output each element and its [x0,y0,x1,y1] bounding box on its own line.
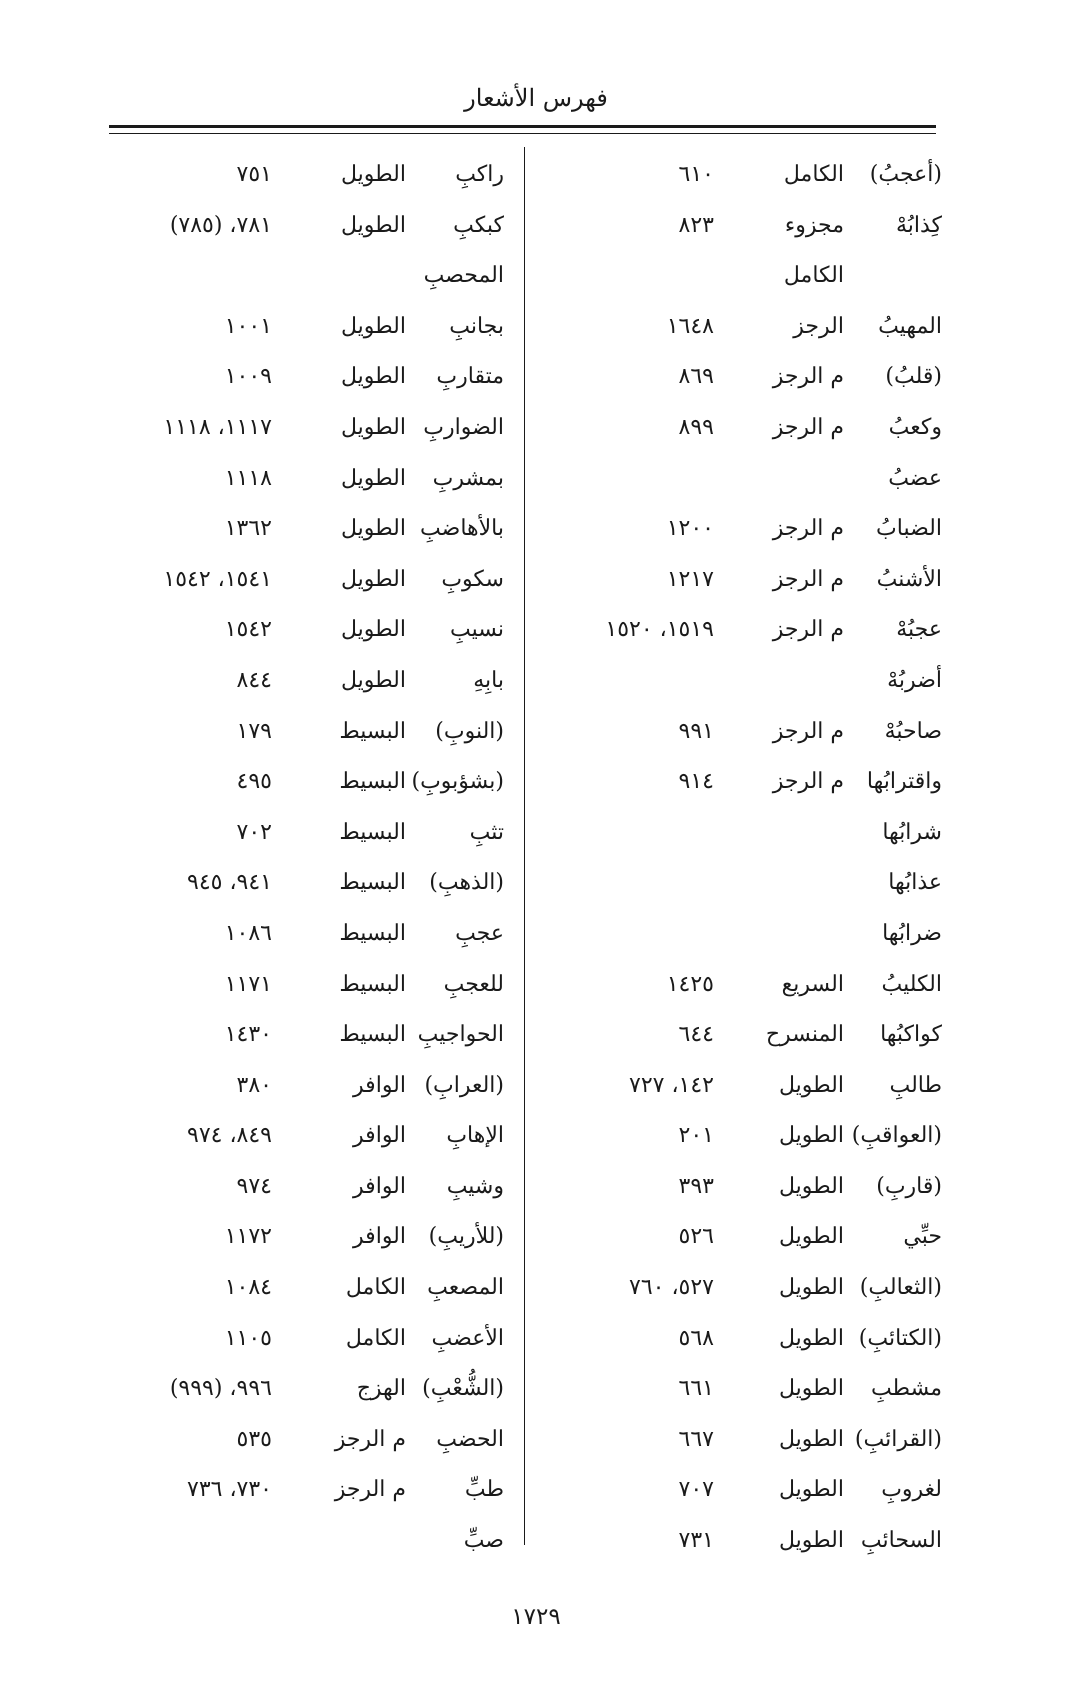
index-row [556,1010,942,1061]
rhyme-word: عذابُها [888,870,942,896]
page-refs: ٥٢٦ [678,1224,714,1250]
page-refs: ١٥٤٢ [224,617,272,643]
page-refs: ١٠٠١ [224,313,272,339]
meter-name: الطويل [778,1376,844,1402]
page-refs: ٦٦٧ [678,1426,714,1452]
meter-name: الطويل [340,617,406,643]
meter-name: م الرجز [334,1426,406,1452]
page-refs: ٥٣٥ [236,1426,272,1452]
rhyme-word: (الذهبِ) [429,870,504,896]
rhyme-word: (النوبِ) [435,718,504,744]
index-row [110,1010,504,1061]
rhyme-word: صبِّ [463,1528,504,1554]
index-row [110,757,504,808]
index-row [110,403,504,454]
page-refs: ٦٦١ [678,1376,714,1402]
meter-name: الطويل [778,1528,844,1554]
index-row [110,1516,504,1567]
meter-name: السريع [781,971,844,997]
page-refs: ١٦٤٨ [666,313,714,339]
meter-name: الطويل [340,212,406,238]
meter-name: الكامل [345,1275,406,1301]
index-row [556,504,942,555]
rhyme-word: عجبُهْ [896,617,942,643]
index-row [556,1465,942,1516]
rhyme-word: حبِّي [903,1224,942,1250]
page-refs: ٢٠١ [678,1123,714,1149]
page-refs: ٨٢٣ [678,212,714,238]
rhyme-word: للعجبِ [443,971,504,997]
page-refs: ٨٩٩ [678,414,714,440]
rhyme-word: مشطبِ [870,1376,942,1402]
index-row [110,251,504,302]
page-refs: ٥٢٧، ٧٦٠ [629,1275,714,1301]
meter-name: البسيط [339,920,406,946]
rhyme-word: كبكبِ [453,212,504,238]
meter-name: م الرجز [772,516,844,542]
rhyme-word: (قاربِ) [876,1173,942,1199]
page-refs: ١١١٨ [224,465,272,491]
rhyme-word: تثبِ [469,819,504,845]
meter-name: الوافر [353,1123,406,1149]
rhyme-word: كواكبُها [880,1022,942,1048]
index-column-left [110,150,504,1567]
rhyme-word: (أعجبُ) [869,162,942,187]
meter-name: البسيط [339,870,406,896]
index-row [556,808,942,859]
rhyme-word: وكعبُ [888,414,942,440]
index-row [110,454,504,505]
page-refs: ١٧٩ [236,718,272,744]
page-refs: ١٤٢٥ [666,971,714,997]
index-row [556,1162,942,1213]
page-refs: ٧٠٢ [236,819,272,845]
page-refs: ١١١٧، ١١١٨ [163,414,272,440]
page-refs: ٧٨١، (٧٨٥) [169,212,272,238]
page-refs: ٦٤٤ [678,1022,714,1048]
index-row [110,808,504,859]
index-row [110,352,504,403]
index-row [110,1162,504,1213]
index-row [110,1415,504,1466]
rhyme-word: الحضبِ [436,1426,504,1452]
page-refs: ١٥٤١، ١٥٤٢ [163,566,272,592]
rhyme-word: بمشربِ [432,465,504,491]
meter-name: م الرجز [772,718,844,744]
meter-name: الطويل [340,667,406,693]
rhyme-word: (قلبُ) [885,364,942,390]
rhyme-word: وشيبِ [446,1173,504,1199]
index-row [556,251,942,302]
index-row [110,605,504,656]
index-row [556,201,942,252]
rhyme-word: بابِهِ [473,667,504,693]
page-refs: ٣٩٣ [678,1173,714,1199]
rhyme-word: عجبِ [455,920,504,946]
page-refs: ١١٧١ [224,971,272,997]
meter-name: البسيط [339,819,406,845]
index-row [110,504,504,555]
meter-name: م الرجز [772,566,844,592]
page-number: ١٧٢٩ [511,1604,561,1630]
index-row [556,403,942,454]
meter-name: الطويل [778,1173,844,1199]
meter-name: البسيط [339,971,406,997]
meter-name: الطويل [778,1123,844,1149]
meter-name: الطويل [340,465,406,491]
meter-name: الطويل [778,1477,844,1503]
meter-name: الطويل [340,566,406,592]
page-refs: ٩١٤ [678,769,714,795]
rhyme-word: عضبُ [888,465,942,491]
index-row [556,757,942,808]
page-refs: ١٠٨٤ [224,1275,272,1301]
rhyme-word: كِذابُهْ [895,212,942,238]
rhyme-word: (القرائبِ) [854,1426,942,1452]
meter-name: مجزوء [784,212,844,238]
index-row [110,150,504,201]
rhyme-word: الأشنبُ [876,566,942,592]
meter-name: المنسرح [765,1022,844,1048]
meter-name: م الرجز [334,1477,406,1503]
page-refs: ٤٩٥ [236,769,272,795]
page-refs: ٩٤١، ٩٤٥ [187,870,272,896]
meter-name: م الرجز [772,617,844,643]
rhyme-word: بجانبِ [449,313,504,339]
page-refs: ١٢٠٠ [666,516,714,542]
rhyme-word: الأعضبِ [431,1325,504,1351]
page-refs: ١٤٢، ٧٢٧ [629,1072,714,1098]
meter-name: البسيط [339,769,406,795]
index-row [110,555,504,606]
column-divider [524,147,525,1545]
rhyme-word: (بشؤبوبِ) [411,769,504,795]
index-column-right [556,150,942,1567]
index-row [556,707,942,758]
rhyme-word: شرابُها [882,819,942,845]
index-row [110,1061,504,1112]
rhyme-word: الإهابِ [446,1123,504,1149]
page-refs: ٧٥١ [236,162,272,187]
index-row [110,1263,504,1314]
page-refs: ١٣٦٢ [224,516,272,542]
page-title: فهرس الأشعار [464,84,608,112]
index-row [556,605,942,656]
rhyme-word: (العواقبِ) [851,1123,942,1149]
index-row [110,1111,504,1162]
rhyme-word: طبِّ [464,1477,504,1503]
index-row [110,909,504,960]
meter-name: البسيط [339,1022,406,1048]
index-row [110,858,504,909]
index-row [110,1314,504,1365]
meter-name: الطويل [340,162,406,187]
page-refs: ٦١٠ [678,162,714,187]
rhyme-word: ضرابُها [882,920,942,946]
rhyme-word: الضواربِ [423,414,504,440]
rhyme-word: الكليبُ [881,971,942,997]
rhyme-word: راكبِ [455,162,504,187]
index-row [556,656,942,707]
meter-name: الطويل [778,1426,844,1452]
rhyme-word: المحصبِ [423,263,504,289]
meter-name: الوافر [353,1072,406,1098]
meter-name: الطويل [778,1072,844,1098]
rhyme-word: بالأهاضبِ [420,516,504,542]
index-row [556,150,942,201]
meter-name: الرجز [793,313,844,339]
rhyme-word: لغروبِ [881,1477,942,1503]
meter-name: الطويل [340,414,406,440]
page-refs: ٩٧٤ [236,1173,272,1199]
index-row [110,1212,504,1263]
meter-name: الطويل [778,1325,844,1351]
page-refs: ١٠٨٦ [224,920,272,946]
rhyme-word: متقاربِ [436,364,504,390]
page-refs: ٣٨٠ [236,1072,272,1098]
index-row [556,352,942,403]
page-refs: ٧٣٠، ٧٣٦ [187,1477,272,1503]
page-refs: ١١٧٢ [224,1224,272,1250]
meter-name: الكامل [783,162,844,187]
meter-name: الوافر [353,1173,406,1199]
meter-name: الطويل [340,516,406,542]
rhyme-word: سكوبِ [441,566,504,592]
header-rule-thick [109,125,936,128]
page-refs: ٥٦٨ [678,1325,714,1351]
meter-name: الوافر [353,1224,406,1250]
rhyme-word: طالبِ [889,1072,942,1098]
page-refs: ٨٦٩ [678,364,714,390]
rhyme-word: (الشُّعْبِ) [422,1376,504,1402]
index-row [556,960,942,1011]
rhyme-word: المصعبِ [427,1275,504,1301]
meter-name: الطويل [340,313,406,339]
meter-name: الكامل [345,1325,406,1351]
meter-name: م الرجز [772,414,844,440]
index-row [556,555,942,606]
rhyme-word: (الثعالبِ) [859,1275,942,1301]
meter-name: م الرجز [772,364,844,390]
rhyme-word: واقترابُها [866,769,942,795]
page-refs: ٩٩١ [678,718,714,744]
index-row [556,454,942,505]
page-refs: ٨٤٤ [236,667,272,693]
index-row [556,1263,942,1314]
index-row [556,1111,942,1162]
meter-name: م الرجز [772,769,844,795]
page-refs: ٩٩٦، (٩٩٩) [169,1376,272,1402]
meter-name: الطويل [778,1224,844,1250]
index-row [556,909,942,960]
page-refs: ١٤٣٠ [224,1022,272,1048]
index-row [556,302,942,353]
meter-name: الكامل [783,263,844,289]
index-row [556,1516,942,1567]
page-refs: ١٥١٩، ١٥٢٠ [605,617,714,643]
index-row [110,1465,504,1516]
header-rule-thin [109,133,936,134]
rhyme-word: نسيبِ [450,617,504,643]
page-refs: ٧٣١ [678,1528,714,1554]
meter-name: الطويل [778,1275,844,1301]
rhyme-word: الحواجيبِ [417,1022,504,1048]
rhyme-word: أضربُهْ [887,667,942,693]
page-refs: ١١٠٥ [224,1325,272,1351]
page-refs: ١٢١٧ [666,566,714,592]
index-row [556,1415,942,1466]
rhyme-word: الضبابُ [876,516,942,542]
index-row [110,302,504,353]
meter-name: الهزج [356,1376,406,1402]
index-row [556,858,942,909]
page-refs: ٧٠٧ [678,1477,714,1503]
meter-name: الطويل [340,364,406,390]
index-row [110,1364,504,1415]
rhyme-word: المهيبُ [878,313,942,339]
page-refs: ١٠٠٩ [224,364,272,390]
index-row [556,1364,942,1415]
index-row [110,656,504,707]
rhyme-word: (العرابِ) [424,1072,504,1098]
index-row [110,707,504,758]
rhyme-word: السحائبِ [860,1528,942,1554]
index-row [556,1314,942,1365]
page-refs: ٨٤٩، ٩٧٤ [187,1123,272,1149]
index-row [556,1061,942,1112]
rhyme-word: صاحبُهْ [884,718,942,744]
meter-name: البسيط [339,718,406,744]
rhyme-word: (الكتائبِ) [858,1325,942,1351]
index-row [556,1212,942,1263]
index-row [110,201,504,252]
index-row [110,960,504,1011]
rhyme-word: (للأريبِ) [428,1224,504,1250]
